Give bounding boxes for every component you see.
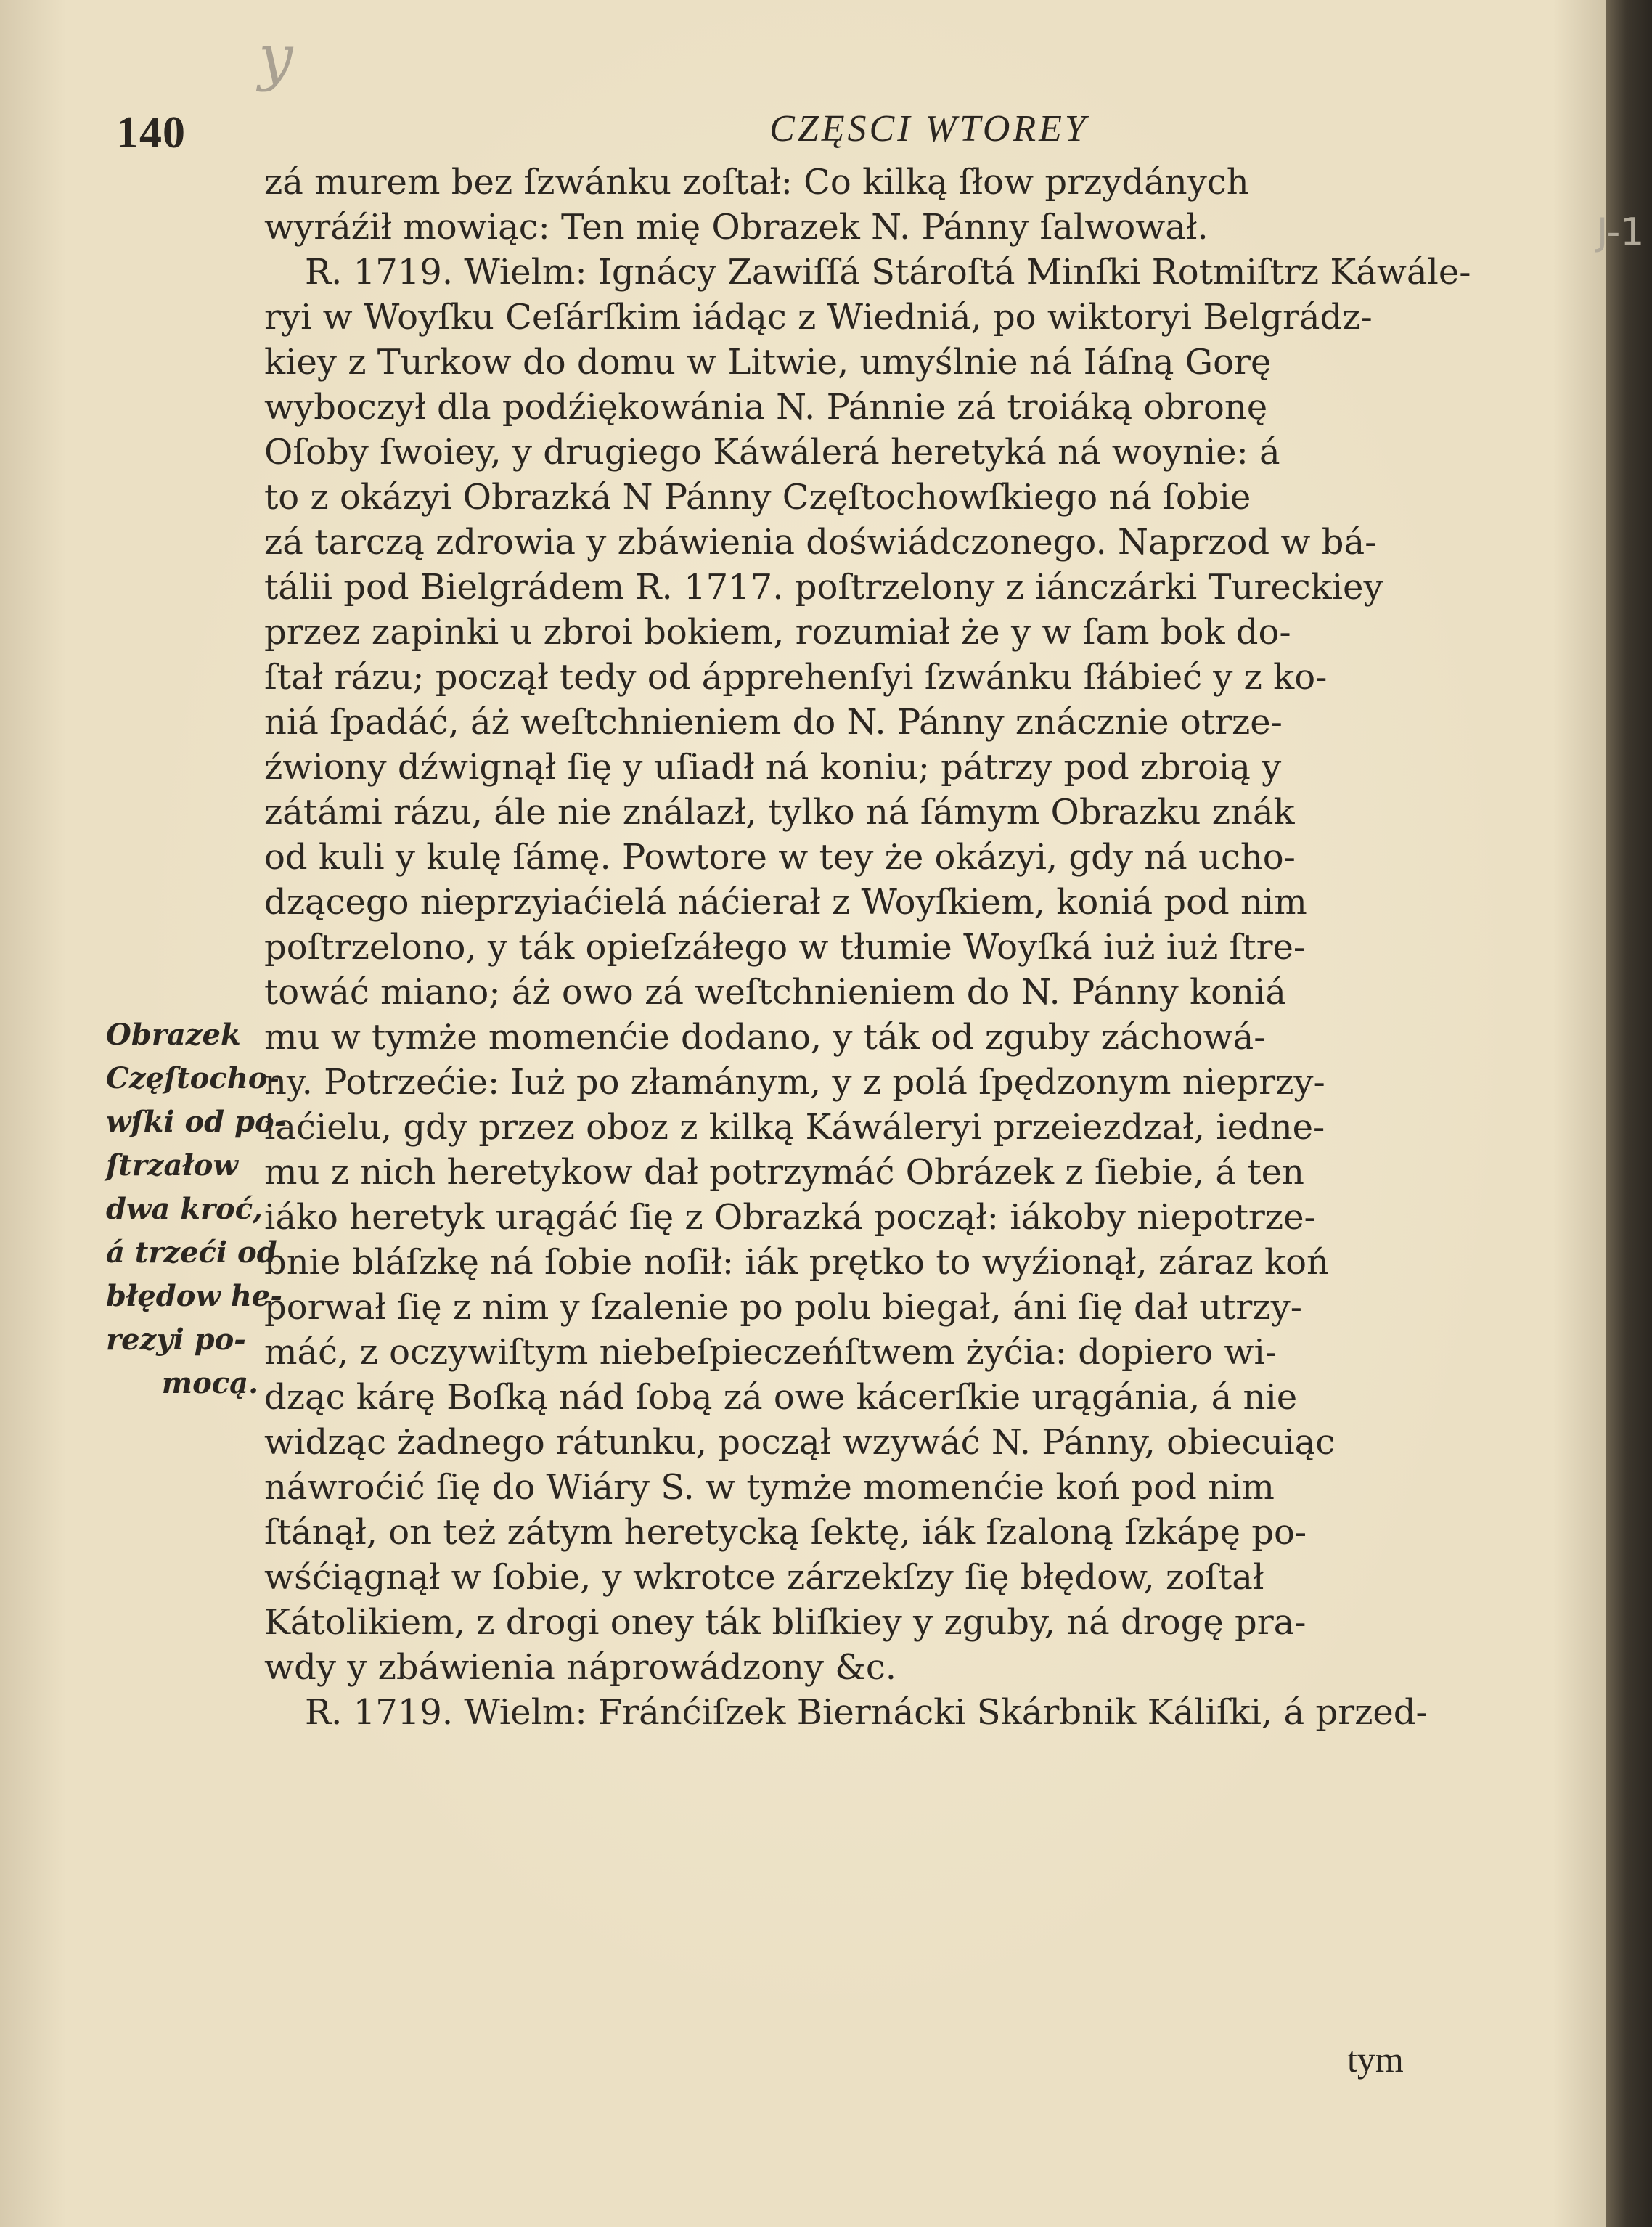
text-line: kiey z Turkow do domu w Litwie, umyślnie ná Iáſną Gorę [264, 342, 1272, 383]
text-line: máć, z oczywiſtym niebeſpieczeńſtwem żyćia: dopiero wi- [264, 1332, 1277, 1373]
text-line: ny. Potrzećie: Iuż po złamánym, y z polá ſpędzonym nieprzy- [264, 1062, 1325, 1103]
margin-note-line: rezyi po- [106, 1323, 246, 1357]
text-line: R. 1719. Wielm: Ignácy Zawiſſá Stároſtá Minſki Rotmiſtrz Káwále- [305, 252, 1471, 293]
text-line: zátámi rázu, ále nie ználazł, tylko ná ſámym Obrazku znák [264, 792, 1295, 833]
text-line: Kátolikiem, z drogi oney ták bliſkiey y zguby, ná drogę pra- [264, 1602, 1307, 1643]
margin-note-line: Częſtocho- [106, 1061, 280, 1095]
text-line: dzącego nieprzyiaćielá náćierał z Woyſkiem, koniá pod nim [264, 882, 1307, 923]
margin-note-line: wſki od po- [106, 1105, 287, 1139]
body-text [264, 160, 1484, 1735]
text-line: wdy y zbáwienia náprowádzony &c. [264, 1647, 897, 1688]
text-line: mu z nich heretykow dał potrzymáć Obrázek z ſiebie, á ten [264, 1152, 1304, 1193]
page-edge-shadow [1606, 0, 1652, 2227]
text-line: od kuli y kulę ſámę. Powtore w tey że okázyi, gdy ná ucho- [264, 837, 1296, 878]
text-line: to z okázyi Obrazká N Pánny Częſtochowſkiego ná ſobie [264, 477, 1251, 518]
margin-note-line: ſtrzałow [106, 1148, 238, 1182]
text-line: tálii pod Bielgrádem R. 1717. poſtrzelony z iánczárki Tureckiey [264, 567, 1383, 608]
margin-note [106, 1013, 287, 1405]
text-line: zá murem bez ſzwánku zoſtał: Co kilką ſłow przydánych [264, 162, 1249, 203]
text-line: R. 1719. Wielm: Fránćiſzek Biernácki Skárbnik Káliſki, á przed- [305, 1692, 1428, 1733]
running-head: CZĘSCI WTOREY [769, 108, 1089, 150]
catchword: tym [1347, 2039, 1404, 2080]
text-line: przez zapinki u zbroi bokiem, rozumiał że y w ſam bok do- [264, 612, 1291, 653]
text-line: ryi w Woyſku Ceſárſkim iádąc z Wiedniá, po wiktoryi Belgrádz- [264, 297, 1373, 338]
margin-note-line: á trzeći od [106, 1235, 277, 1270]
text-line: porwał ſię z nim y ſzalenie po polu biegał, áni ſię dał utrzy- [264, 1287, 1302, 1328]
text-line: iáko heretyk urągáć ſię z Obrazká począł: iákoby niepotrze- [264, 1197, 1316, 1238]
page-number: 140 [116, 108, 186, 158]
margin-note-line: Obrazek [106, 1018, 241, 1052]
text-line: zá tarczą zdrowia y zbáwienia doświádczonego. Naprzod w bá- [264, 522, 1377, 563]
text-line: mu w tymże momenćie dodano, y ták od zguby záchowá- [264, 1017, 1266, 1058]
margin-note-line: błędow he- [106, 1279, 282, 1313]
text-line: iaćielu, gdy przez oboz z kilką Káwáleryi przeiezdzał, iedne- [264, 1107, 1325, 1148]
text-line: wyráźił mowiąc: Ten mię Obrazek N. Pánny ſalwował. [264, 207, 1209, 248]
text-line: wyboczył dla podźiękowánia N. Pánnie zá troiáką obronę [264, 387, 1268, 428]
text-line: źwiony dźwignął ſię y uſiadł ná koniu; pátrzy pod zbroią y [264, 747, 1282, 788]
text-line: bnie bláſzkę ná ſobie noſił: iák prętko to wyźionął, záraz koń [264, 1242, 1329, 1283]
text-line: náwroćić ſię do Wiáry S. w tymże momenćie koń pod nim [264, 1467, 1275, 1508]
pencil-side-annotation: J-1 [1597, 211, 1645, 254]
text-line: ſtánął, on też zátym heretycką ſektę, iák ſzaloną ſzkápę po- [264, 1512, 1307, 1553]
margin-note-line: dwa kroć, [106, 1192, 263, 1226]
text-line: wśćiągnął w ſobie, y wkrotce zárzekſzy ſię błędow, zoſtał [264, 1557, 1264, 1598]
text-line: widząc żadnego rátunku, począł wzywáć N. Pánny, obiecuiąc [264, 1422, 1336, 1463]
text-line: niá ſpadáć, áż weſtchnieniem do N. Pánny znácznie otrze- [264, 702, 1283, 743]
text-line: dząc kárę Boſką nád ſobą zá owe kácerſkie urągánia, á nie [264, 1377, 1298, 1418]
text-line: ſtał rázu; począł tedy od ápprehenſyi ſzwánku ſłábieć y z ko- [264, 657, 1328, 698]
text-line: towáć miano; áż owo zá weſtchnieniem do N. Pánny koniá [264, 972, 1286, 1013]
margin-note-line: mocą. [161, 1366, 258, 1400]
text-line: poſtrzelono, y ták opieſzáłego w tłumie Woyſká iuż iuż ſtre- [264, 927, 1306, 968]
pencil-annotation: y [258, 22, 293, 93]
text-line: Oſoby ſwoiey, y drugiego Káwálerá heretyká ná woynie: á [264, 432, 1280, 473]
